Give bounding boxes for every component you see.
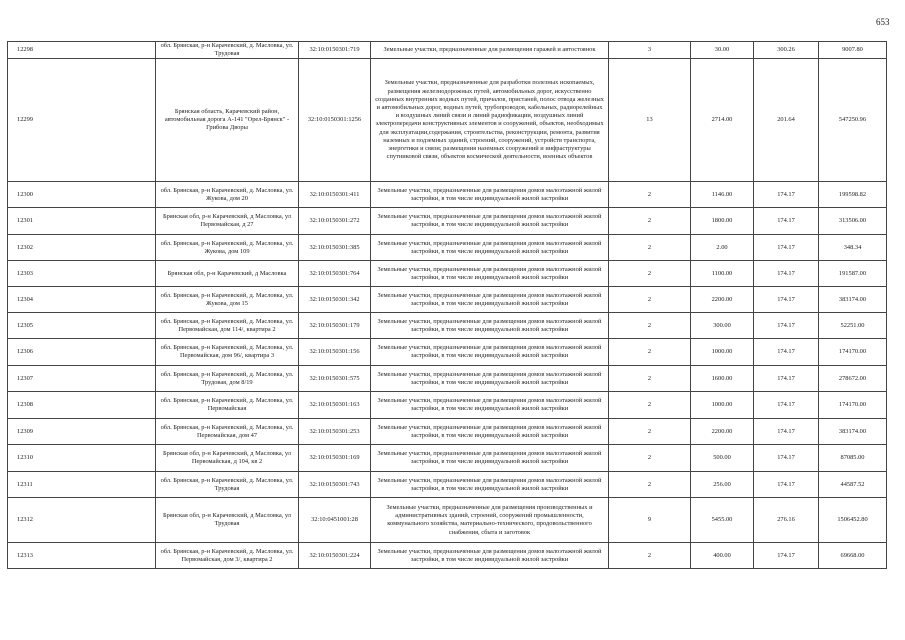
- address-cell: обл. Брянская, р-н Карачевский, д. Масловка, ул. Первомайская: [156, 392, 299, 419]
- address-cell: обл. Брянская, р-н Карачевский, д. Масловка, ул. Первомайская, дом 96/, квартира 3: [156, 339, 299, 366]
- group-cell: 3: [609, 42, 691, 59]
- row-number: 12302: [8, 235, 156, 261]
- area-cell: 1100.00: [691, 261, 754, 287]
- area-cell: 300.00: [691, 313, 754, 339]
- table-row: [8, 472, 887, 498]
- cadastral-value-cell: 1506452.80: [819, 498, 887, 543]
- land-purpose-cell: Земельные участки, предназначенные для размещения домов малоэтажной жилой застройки, в том числе индивидуальной жилой застройки: [371, 543, 609, 569]
- row-number: 12303: [8, 261, 156, 287]
- table-row: [8, 182, 887, 208]
- rate-cell: 174.17: [754, 472, 819, 498]
- land-purpose-cell: Земельные участки, предназначенные для размещения домов малоэтажной жилой застройки, в том числе индивидуальной жилой застройки: [371, 287, 609, 313]
- cadastral-value-cell: 174170.00: [819, 339, 887, 366]
- area-cell: 400.00: [691, 543, 754, 569]
- table-row: [8, 59, 887, 182]
- cadastral-value-cell: 383174.00: [819, 419, 887, 445]
- address-cell: обл. Брянская, р-н Карачевский, д. Масловка, ул. Трудовая: [156, 42, 299, 59]
- table-row: [8, 208, 887, 235]
- cadastral-value-table: [7, 41, 887, 569]
- row-number: 12306: [8, 339, 156, 366]
- address-cell: Брянская обл, р-н Карачевский, д Масловка, ул Первомайская, д 27: [156, 208, 299, 235]
- row-number: 12313: [8, 543, 156, 569]
- address-cell: обл. Брянская, р-н Карачевский, д. Масловка, ул. Жукова, дом 109: [156, 235, 299, 261]
- land-purpose-cell: Земельные участки, предназначенные для размещения домов малоэтажной жилой застройки, в том числе индивидуальной жилой застройки: [371, 313, 609, 339]
- address-cell: Брянская обл, р-н Карачевский, д Масловка, ул Первомайская, д 104, кв 2: [156, 445, 299, 472]
- group-cell: 2: [609, 543, 691, 569]
- table-row: [8, 366, 887, 392]
- row-number: 12304: [8, 287, 156, 313]
- cadastral-value-cell: 44587.52: [819, 472, 887, 498]
- cadastral-value-cell: 278672.00: [819, 366, 887, 392]
- row-number: 12305: [8, 313, 156, 339]
- row-number: 12300: [8, 182, 156, 208]
- table-row: [8, 42, 887, 59]
- cadastral-number-cell: 32:10:0150301:342: [299, 287, 371, 313]
- cadastral-value-cell: 174170.00: [819, 392, 887, 419]
- cadastral-value-cell: 348.34: [819, 235, 887, 261]
- cadastral-value-cell: 9007.80: [819, 42, 887, 59]
- land-purpose-cell: Земельные участки, предназначенные для размещения домов малоэтажной жилой застройки, в том числе индивидуальной жилой застройки: [371, 366, 609, 392]
- row-number: 12309: [8, 419, 156, 445]
- cadastral-number-cell: 32:10:0150301:385: [299, 235, 371, 261]
- table-row: [8, 261, 887, 287]
- group-cell: 2: [609, 261, 691, 287]
- rate-cell: 174.17: [754, 419, 819, 445]
- table-row: [8, 287, 887, 313]
- cadastral-number-cell: 32:10:0150301:1256: [299, 59, 371, 182]
- area-cell: 2714.00: [691, 59, 754, 182]
- row-number: 12298: [8, 42, 156, 59]
- cadastral-number-cell: 32:10:0150301:163: [299, 392, 371, 419]
- page-number: 653: [876, 17, 890, 27]
- area-cell: 1000.00: [691, 339, 754, 366]
- area-cell: 2.00: [691, 235, 754, 261]
- group-cell: 2: [609, 392, 691, 419]
- group-cell: 2: [609, 235, 691, 261]
- rate-cell: 174.17: [754, 339, 819, 366]
- rate-cell: 276.16: [754, 498, 819, 543]
- cadastral-number-cell: 32:10:0150301:179: [299, 313, 371, 339]
- rate-cell: 201.64: [754, 59, 819, 182]
- land-purpose-cell: Земельные участки, предназначенные для размещения домов малоэтажной жилой застройки, в том числе индивидуальной жилой застройки: [371, 392, 609, 419]
- area-cell: 1000.00: [691, 392, 754, 419]
- row-number: 12311: [8, 472, 156, 498]
- cadastral-value-cell: 199598.82: [819, 182, 887, 208]
- row-number: 12307: [8, 366, 156, 392]
- cadastral-number-cell: 32:10:0150301:719: [299, 42, 371, 59]
- cadastral-value-cell: 547250.96: [819, 59, 887, 182]
- rate-cell: 174.17: [754, 392, 819, 419]
- table-row: [8, 543, 887, 569]
- group-cell: 9: [609, 498, 691, 543]
- land-purpose-cell: Земельные участки, предназначенные для размещения гаражей и автостоянок: [371, 42, 609, 59]
- land-purpose-cell: Земельные участки, предназначенные для разработки полезных ископаемых, размещения железнодорожных путей, автомобильных дорог, искусственно созданных внутренних водных путей, причалов, пристаней, полос отвода железных и автомобильных дорог, водных путей, трубопроводов, кабельных, радиорелейных и воздушных линий связи и линий радиофикации, воздушных линий электропередачи конструктивных элементов и сооружений, объектов, необходимых для эксплуатации,содержания, строительства, реконструкции, ремонта, развития наземных и подземных зданий, строений, сооружений, устройств транспорта, энергетики и связи; размещения наземных сооружений и инфраструктуры спутниковой связи, объектов космической деятельности, военных объектов: [371, 59, 609, 182]
- rate-cell: 174.17: [754, 313, 819, 339]
- row-number: 12312: [8, 498, 156, 543]
- table-row: [8, 339, 887, 366]
- group-cell: 2: [609, 208, 691, 235]
- cadastral-value-cell: 52251.00: [819, 313, 887, 339]
- address-cell: обл. Брянская, р-н Карачевский, д. Масловка, ул. Трудовая: [156, 472, 299, 498]
- rate-cell: 174.17: [754, 366, 819, 392]
- land-purpose-cell: Земельные участки, предназначенные для размещения домов малоэтажной жилой застройки, в том числе индивидуальной жилой застройки: [371, 208, 609, 235]
- group-cell: 2: [609, 182, 691, 208]
- address-cell: Брянская обл, р-н Карачевский, д Масловка: [156, 261, 299, 287]
- land-purpose-cell: Земельные участки, предназначенные для размещения домов малоэтажной жилой застройки, в том числе индивидуальной жилой застройки: [371, 339, 609, 366]
- area-cell: 30.00: [691, 42, 754, 59]
- land-purpose-cell: Земельные участки, предназначенные для размещения производственных и административных зданий, строений, сооружений промышленности, коммунального хозяйства, материально-технического, продовольственного снабжения, сбыта и заготовок: [371, 498, 609, 543]
- land-purpose-cell: Земельные участки, предназначенные для размещения домов малоэтажной жилой застройки, в том числе индивидуальной жилой застройки: [371, 261, 609, 287]
- cadastral-value-cell: 87085.00: [819, 445, 887, 472]
- table-body: [8, 42, 887, 569]
- table-row: [8, 419, 887, 445]
- rate-cell: 300.26: [754, 42, 819, 59]
- area-cell: 1600.00: [691, 366, 754, 392]
- group-cell: 2: [609, 419, 691, 445]
- rate-cell: 174.17: [754, 261, 819, 287]
- area-cell: 2200.00: [691, 287, 754, 313]
- address-cell: Брянская область, Карачевский район, автомобильная дорога А-141 "Орел-Брянск" - Грибова Дворы: [156, 59, 299, 182]
- rate-cell: 174.17: [754, 445, 819, 472]
- cadastral-number-cell: 32:10:0451001:28: [299, 498, 371, 543]
- table-row: [8, 498, 887, 543]
- cadastral-number-cell: 32:10:0150301:272: [299, 208, 371, 235]
- address-cell: обл. Брянская, р-н Карачевский, д. Масловка, ул. Первомайская, дом 3/, квартира 2: [156, 543, 299, 569]
- cadastral-number-cell: 32:10:0150301:743: [299, 472, 371, 498]
- area-cell: 2200.00: [691, 419, 754, 445]
- group-cell: 2: [609, 366, 691, 392]
- land-purpose-cell: Земельные участки, предназначенные для размещения домов малоэтажной жилой застройки, в том числе индивидуальной жилой застройки: [371, 419, 609, 445]
- table-row: [8, 392, 887, 419]
- cadastral-number-cell: 32:10:0150301:764: [299, 261, 371, 287]
- group-cell: 2: [609, 287, 691, 313]
- area-cell: 1146.00: [691, 182, 754, 208]
- address-cell: обл. Брянская, р-н Карачевский, д. Масловка, ул. Жукова, дом 15: [156, 287, 299, 313]
- group-cell: 13: [609, 59, 691, 182]
- table-row: [8, 445, 887, 472]
- row-number: 12310: [8, 445, 156, 472]
- land-purpose-cell: Земельные участки, предназначенные для размещения домов малоэтажной жилой застройки, в том числе индивидуальной жилой застройки: [371, 235, 609, 261]
- area-cell: 5455.00: [691, 498, 754, 543]
- group-cell: 2: [609, 445, 691, 472]
- cadastral-number-cell: 32:10:0150301:575: [299, 366, 371, 392]
- group-cell: 2: [609, 313, 691, 339]
- group-cell: 2: [609, 339, 691, 366]
- land-purpose-cell: Земельные участки, предназначенные для размещения домов малоэтажной жилой застройки, в том числе индивидуальной жилой застройки: [371, 445, 609, 472]
- cadastral-value-cell: 313506.00: [819, 208, 887, 235]
- row-number: 12299: [8, 59, 156, 182]
- cadastral-value-cell: 383174.00: [819, 287, 887, 313]
- cadastral-value-cell: 69668.00: [819, 543, 887, 569]
- address-cell: обл. Брянская, р-н Карачевский, д. Масловка, ул. Трудовая, дом 8/19: [156, 366, 299, 392]
- rate-cell: 174.17: [754, 543, 819, 569]
- cadastral-number-cell: 32:10:0150301:411: [299, 182, 371, 208]
- row-number: 12301: [8, 208, 156, 235]
- land-purpose-cell: Земельные участки, предназначенные для размещения домов малоэтажной жилой застройки, в том числе индивидуальной жилой застройки: [371, 472, 609, 498]
- table-row: [8, 313, 887, 339]
- cadastral-number-cell: 32:10:0150301:224: [299, 543, 371, 569]
- cadastral-number-cell: 32:10:0150301:253: [299, 419, 371, 445]
- row-number: 12308: [8, 392, 156, 419]
- table-row: [8, 235, 887, 261]
- group-cell: 2: [609, 472, 691, 498]
- cadastral-number-cell: 32:10:0150301:169: [299, 445, 371, 472]
- area-cell: 1800.00: [691, 208, 754, 235]
- rate-cell: 174.17: [754, 287, 819, 313]
- address-cell: обл. Брянская, р-н Карачевский, д. Масловка, ул. Жукова, дом 20: [156, 182, 299, 208]
- cadastral-value-cell: 191587.00: [819, 261, 887, 287]
- area-cell: 500.00: [691, 445, 754, 472]
- area-cell: 256.00: [691, 472, 754, 498]
- address-cell: обл. Брянская, р-н Карачевский, д. Масловка, ул. Первомайская, дом 114/, квартира 2: [156, 313, 299, 339]
- land-purpose-cell: Земельные участки, предназначенные для размещения домов малоэтажной жилой застройки, в том числе индивидуальной жилой застройки: [371, 182, 609, 208]
- rate-cell: 174.17: [754, 208, 819, 235]
- cadastral-number-cell: 32:10:0150301:156: [299, 339, 371, 366]
- address-cell: обл. Брянская, р-н Карачевский, д. Масловка, ул. Первомайская, дом 47: [156, 419, 299, 445]
- rate-cell: 174.17: [754, 182, 819, 208]
- address-cell: Брянская обл, р-н Карачевский, д Масловка, ул Трудовая: [156, 498, 299, 543]
- rate-cell: 174.17: [754, 235, 819, 261]
